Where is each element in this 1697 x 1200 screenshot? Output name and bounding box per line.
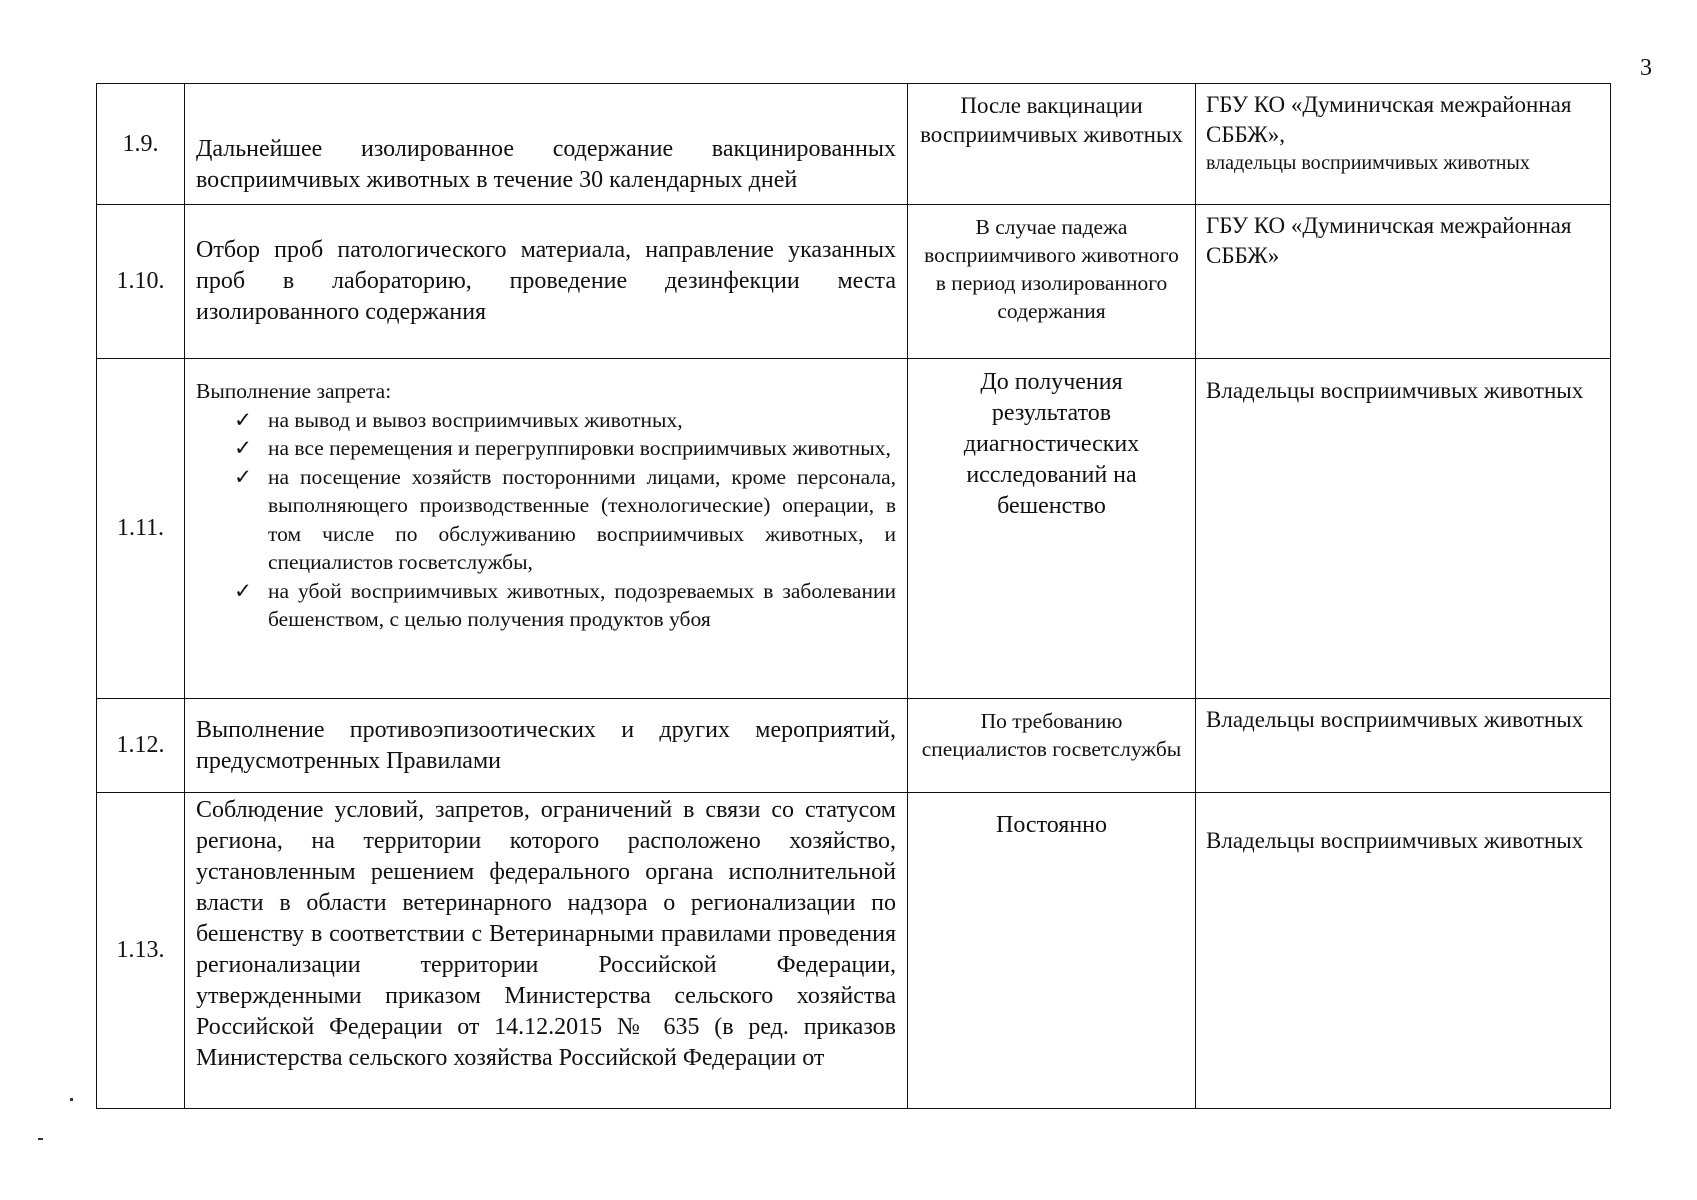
measures-table [96, 83, 1611, 1109]
table-row [97, 205, 1611, 359]
row-description: Выполнение противоэпизоотических и других мероприятий, предусмотренных Правилами [185, 699, 908, 793]
row-term: До получения результатов диагностических исследований на бешенство [908, 359, 1196, 699]
row-description: Отбор проб патологического материала, направление указанных проб в лабораторию, проведение дезинфекции места изолированного содержания [185, 205, 908, 359]
row-number: 1.13. [97, 793, 185, 1109]
row-responsible [1196, 84, 1611, 205]
row-number: 1.11. [97, 359, 185, 699]
table-row [97, 699, 1611, 793]
row-term: По требованию специалистов госветслужбы [908, 699, 1196, 793]
table-row [97, 793, 1611, 1109]
list-item: ✓ на вывод и вывоз восприимчивых животных, [196, 406, 896, 435]
row-responsible: Владельцы восприимчивых животных [1196, 359, 1611, 699]
scan-speck [70, 1098, 73, 1101]
row-number: 1.12. [97, 699, 185, 793]
scan-speck [38, 1138, 43, 1140]
list-item: ✓ на все перемещения и перегруппировки восприимчивых животных, [196, 434, 896, 463]
responsible-line: ГБУ КО «Думиничская межрайонная СББЖ», [1206, 92, 1572, 147]
list-item: ✓ на убой восприимчивых животных, подозреваемых в заболевании бешенством, с целью получения продуктов убоя [234, 578, 896, 631]
checkmark-icon: ✓ [234, 464, 253, 489]
prohibition-list [196, 406, 896, 634]
table-row [97, 359, 1611, 699]
row-responsible: ГБУ КО «Думиничская межрайонная СББЖ» [1196, 205, 1611, 359]
checkmark-icon: ✓ [234, 578, 253, 603]
row-responsible: Владельцы восприимчивых животных [1196, 793, 1611, 1109]
table-row [97, 84, 1611, 205]
row-description: Соблюдение условий, запретов, ограничений в связи со статусом региона, на территории которого расположено хозяйство, установленным решением федерального органа исполнительной власти в области ветеринарного надзора о регионализации по бешенству в соответствии с Ветеринарными правилами проведения регионализации территории Российской Федерации, утвержденными приказом Министерства сельского хозяйства Российской Федерации от 14.12.2015 № 635 (в ред. приказов Министерства сельского хозяйства Российской Федерации от [185, 793, 908, 1109]
row-number: 1.10. [97, 205, 185, 359]
row-responsible: Владельцы восприимчивых животных [1196, 699, 1611, 793]
description-intro: Выполнение запрета: [196, 379, 392, 403]
row-term: Постоянно [908, 793, 1196, 1109]
responsible-line: владельцы восприимчивых животных [1206, 152, 1530, 174]
row-term: После вакцинации восприимчивых животных [908, 84, 1196, 205]
row-term: В случае падежа восприимчивого животного в период изолированного содержания [908, 205, 1196, 359]
row-description [185, 359, 908, 699]
checkmark-icon: ✓ [234, 436, 253, 460]
list-item: ✓ на посещение хозяйств посторонними лицами, кроме персонала, выполняющего производственные (технологические) операции, в том числе по обслуживанию восприимчивых животных, и специалистов госветслужбы, [234, 464, 896, 574]
checkmark-icon: ✓ [234, 407, 253, 432]
row-description: Дальнейшее изолированное содержание вакцинированных восприимчивых животных в течение 30 календарных дней [185, 84, 908, 205]
page-number: 3 [1640, 55, 1652, 81]
row-number: 1.9. [97, 84, 185, 205]
